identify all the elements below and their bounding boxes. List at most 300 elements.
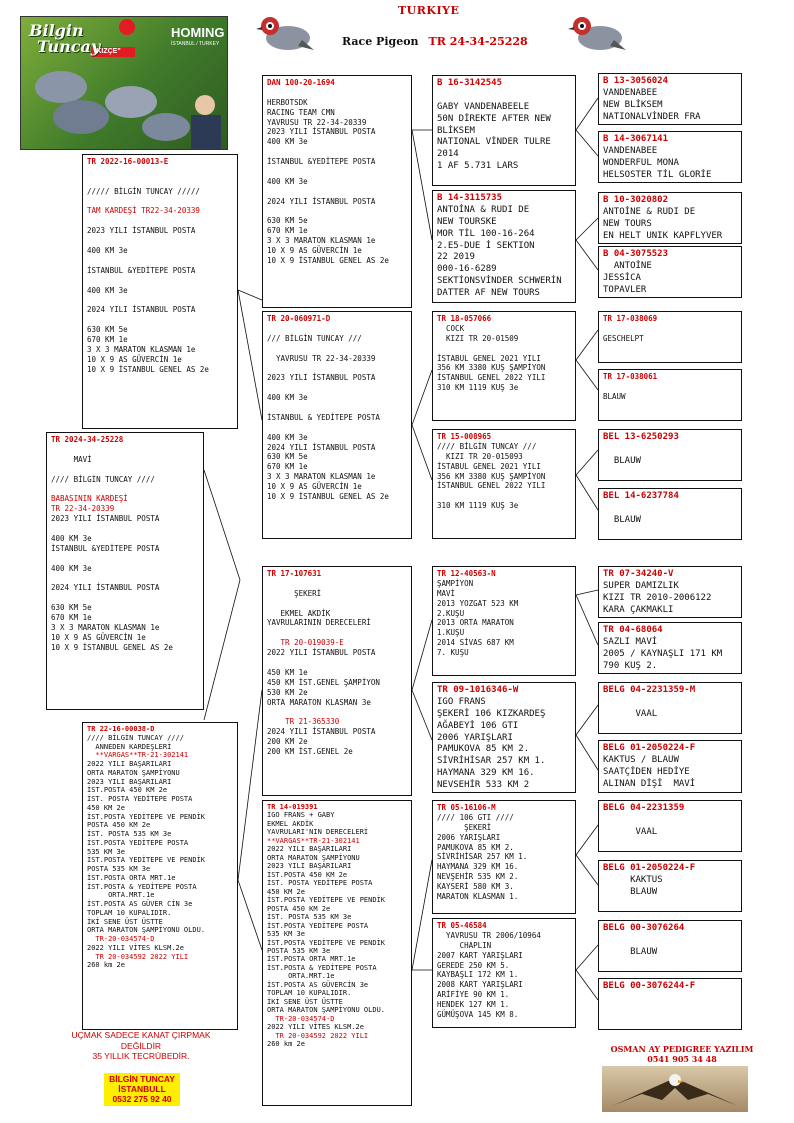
pedigree-line: ORTA MARATON ŞAMPİYONU OLDU. [87, 926, 206, 935]
pedigree-line: İSTANBUL & YEDİTEPE POSTA [267, 412, 380, 422]
ring-number: DAN 100-20-1694 [267, 78, 335, 87]
pedigree-line: 10 X 9 İSTANBUL GENEL AS 2e [267, 492, 389, 502]
pedigree-line [51, 524, 199, 534]
pedigree-line: İSTANBUL GENEL 2022 YILI [437, 373, 546, 383]
ring-number: B 14-3067141 [603, 134, 669, 144]
pedigree-line: GÜMÜŞOVA 145 KM 8. [437, 1010, 519, 1020]
pedigree-line: TR 20-034592 2022 YILI [267, 1031, 369, 1040]
ring-number: TR 2022-16-00013-E [87, 157, 169, 166]
pedigree-line: KAYBAŞLI 172 KM 1. [437, 970, 519, 980]
pedigree-line: 2013 YOZGAT 523 KM [437, 598, 519, 608]
pedigree-line: //// BİLGİN TUNCAY /// [437, 441, 537, 451]
pedigree-line [603, 324, 737, 334]
pedigree-line: 2014 [437, 149, 459, 160]
pedigree-line: TR-20-034574-D [267, 1014, 335, 1023]
banner-sub-text: İSTANBUL / TURKEY [171, 41, 220, 47]
pedigree-line: TR-20-034574-D [87, 935, 155, 943]
motto-note [56, 1030, 226, 1062]
gen5-box [598, 682, 742, 734]
pedigree-line: 10 X 9 AS GÜVERCİN 1e [267, 482, 362, 492]
pedigree-line: 3 X 3 MARATON KLASMAN 1e [267, 472, 376, 482]
pedigree-line [267, 707, 407, 717]
pedigree-line [437, 491, 571, 501]
pedigree-line: ŞEKERİ 106 KIZKARDEŞ [437, 708, 546, 719]
pedigree-line: /// BİLGİN TUNCAY /// [267, 333, 362, 343]
pedigree-line: İST. POSTA YEDİTEPE POSTA [267, 879, 373, 888]
pedigree-line: **VARGAS**TR-21-302141 [267, 836, 360, 845]
pedigree-line: HENDEK 127 KM 1. [437, 1000, 510, 1010]
pedigree-line [603, 503, 737, 515]
pedigree-line [267, 147, 407, 157]
pedigree-line: YAVRULARININ DERECELERİ [267, 618, 371, 628]
country-title: TURKIYE [398, 4, 460, 17]
pedigree-line: 356 KM 3380 KUŞ ŞAMPİYON [437, 471, 546, 481]
pedigree-line: NEVSEHİR 533 KM 2 [437, 780, 530, 790]
gen5-box [598, 429, 742, 481]
gen5-box [598, 978, 742, 1030]
pedigree-line: PAMUKOVA 85 KM 2. [437, 842, 514, 852]
ring-number: BELG 01-2050224-F [603, 863, 696, 873]
pedigree-line: 450 KM 1e [267, 667, 308, 677]
pedigree-line: 2024 YILI İSTANBUL POSTA [51, 583, 160, 593]
ring-number: BEL 13-6250293 [603, 432, 679, 442]
pedigree-line: İSTABUL GENEL 2021 YILI [437, 353, 541, 363]
pedigree-line: DATTER AF NEW TOURS [437, 288, 540, 298]
ring-number: BELG 04-2231359-M [603, 685, 696, 695]
pedigree-line: İST.POSTA YEDİTEPE VE PENDİK [87, 812, 206, 821]
pedigree-line: VANDENABEE [603, 145, 658, 156]
pedigree-line: 10 X 9 AS GÜVERCİN 1e [51, 632, 146, 642]
pedigree-line: GESCHELPT [603, 333, 644, 343]
pedigree-line: HERBOTSDK [267, 97, 308, 107]
gen5-box [598, 192, 742, 244]
pedigree-line: İSTANBUL &YEDİTEPE POSTA [51, 543, 160, 553]
pedigree-line: ŞEKERİ [267, 588, 322, 598]
pedigree-line: 3 X 3 MARATON KLASMAN 1e [51, 622, 160, 632]
pedigree-line: İST.POSTA YEDİTEPE POSTA [267, 921, 369, 930]
pedigree-line: TR 20-019039-E [267, 638, 344, 648]
pedigree-line [267, 207, 407, 217]
pedigree-line [87, 236, 233, 246]
sd-sire-box [432, 311, 576, 421]
ring-number: TR 20-060971-D [267, 314, 331, 323]
gen5-box [598, 860, 742, 912]
pedigree-line: İST.POSTA & YEDİTEPE POSTA [267, 963, 377, 972]
pedigree-line: 10 X 9 AS GÜVERCİN 1e [267, 246, 362, 256]
pedigree-line [267, 324, 407, 334]
pedigree-line: 3 X 3 MARATON KLASMAN 1e [267, 236, 376, 246]
motto-line-2: DEĞİLDİR [120, 1040, 162, 1051]
gen5-box [598, 566, 742, 618]
pedigree-line: ANTOİNA & RUDI DE [437, 204, 530, 215]
pedigree-line: 2024 YILI İSTANBUL POSTA [87, 305, 196, 315]
pedigree-line: GABY VANDENABEELE [437, 101, 530, 112]
pedigree-line: KIZI TR 2010-2006122 [603, 592, 712, 603]
ring-number: B 10-3020802 [603, 195, 669, 205]
pedigree-line: İST.POSTA 450 KM 2e [267, 870, 348, 879]
pedigree-line: 2013 ORTA MARATON [437, 618, 514, 628]
pedigree-line [437, 90, 571, 102]
pedigree-line: 260 km 2e [87, 961, 125, 970]
pedigree-line: ANTOİNE & RUDI DE [603, 206, 696, 217]
pedigree-line: 2023 YILI İSTANBUL POSTA [267, 127, 376, 137]
pedigree-line: 670 KM 1e [51, 613, 92, 623]
ss-dam-box [432, 190, 576, 303]
pedigree-line: 2.KUŞU [437, 608, 465, 618]
pedigree-line [267, 383, 407, 393]
pedigree-line: İKİ SENE ÜST ÜSTTE [267, 997, 343, 1006]
gen5-box [598, 131, 742, 183]
dam-box [82, 722, 238, 1030]
dd-sire-box [432, 800, 576, 914]
pedigree-line [267, 423, 407, 433]
pedigree-line: JESSİCA [603, 272, 641, 283]
pedigree-line: 670 KM 1e [267, 462, 308, 472]
pedigree-line: AĞABEYİ 106 GTI [437, 720, 519, 731]
pedigree-line: NEVŞEHİR 535 KM 2. [437, 872, 519, 882]
pedigree-line: ANNEDEN KARDEŞLERİ [87, 742, 172, 751]
ring-number: TR 17-038069 [603, 314, 658, 323]
pedigree-line: TOPAVLER [603, 284, 647, 295]
pedigree-line: İST.POSTA ORTA MRT.1e [267, 955, 356, 964]
sire-sire-box [262, 75, 412, 308]
pedigree-line: İST. POSTA 535 KM 3e [267, 913, 352, 922]
pedigree-line [87, 295, 233, 305]
pedigree-line [603, 444, 737, 456]
pedigree-line: 2006 YARIŞLARI [437, 732, 513, 743]
banner-badge: "KIZÇE" [93, 48, 121, 55]
pedigree-line: 630 KM 5e [87, 325, 128, 335]
pedigree-line: KIZI TR 20-01509 [437, 333, 519, 343]
ring-number: B 14-3115735 [437, 193, 503, 203]
pedigree-line: GEREDE 250 KM 5. [437, 960, 510, 970]
pedigree-line: 400 KM 3e [51, 533, 92, 543]
pedigree-line: ORTA.MRT.1e [267, 972, 335, 981]
ring-number: TR 07-34240-V [603, 569, 674, 579]
ring-number: BELG 00-3076264 [603, 923, 685, 933]
pedigree-line: PAMUKOVA 85 KM 2. [437, 744, 530, 755]
gen5-box [598, 800, 742, 852]
pedigree-line: 7. KUŞU [437, 648, 469, 658]
pedigree-line: YAVRUSU TR 22-34-20339 [267, 353, 376, 363]
pedigree-line: NEW BLİKSEM [603, 99, 663, 110]
pedigree-line: 400 KM 3e [267, 432, 308, 442]
pedigree-line: İST.POSTA YEDİTEPE VE PENDİK [267, 938, 386, 947]
pedigree-line: İST.POSTA & YEDİTEPE POSTA [87, 882, 197, 891]
pedigree-line: İST. POSTA YEDİTEPE POSTA [87, 795, 193, 803]
pedigree-line: ORTA.MRT.1e [87, 891, 155, 900]
sire-box [82, 154, 238, 429]
pedigree-line: 400 KM 3e [267, 176, 308, 186]
ring-number: TR 05-46584 [437, 921, 487, 930]
pedigree-line: İST.POSTA 450 KM 2e [87, 786, 168, 795]
pedigree-line [603, 815, 737, 827]
pedigree-line: 2008 KART YARIŞLARI [437, 980, 523, 990]
race-title [342, 35, 528, 48]
pedigree-line: BLAUW [603, 391, 626, 401]
pedigree-line: ŞEKERİ [437, 822, 492, 832]
pedigree-line: TR 20-034592 2022 YILI [87, 952, 189, 961]
pedigree-line: İST.POSTA AS GÜVER CİN 3e [87, 900, 193, 908]
pedigree-line: VAAL [603, 708, 658, 719]
pedigree-line: IGO FRANS [437, 696, 486, 707]
ring-number: BELG 04-2231359 [603, 803, 685, 813]
gen5-box [598, 246, 742, 298]
ring-number: TR 05-16106-M [437, 803, 496, 812]
gen5-box [598, 369, 742, 421]
banner-right-title: HOMING [171, 25, 225, 40]
pedigree-line: ORTA MARATON ŞAMPİYONU OLDU. [267, 1006, 386, 1015]
pedigree-line: SİVRİHİSAR 257 KM 1. [437, 852, 528, 862]
pedigree-line: MARATON KLASMAN 1. [437, 892, 519, 902]
pedigree-line: 400 KM 3e [87, 285, 128, 295]
pedigree-line: MAVİ [51, 454, 92, 464]
pedigree-line: 22 2019 [437, 252, 475, 263]
pedigree-line [51, 554, 199, 564]
pedigree-line: 630 KM 5e [267, 216, 308, 226]
gen5-box [598, 311, 742, 363]
ring-number: TR 2024-34-25228 [51, 435, 124, 444]
pedigree-line: SAZLI MAVİ [603, 636, 658, 647]
pedigree-line: 630 KM 5e [51, 603, 92, 613]
eagle-logo [602, 1066, 748, 1112]
ring-number: TR 04-68064 [603, 625, 663, 635]
ring-number: BELG 01-2050224-F [603, 743, 696, 753]
pedigree-line: POSTA 535 KM 3e [267, 946, 331, 955]
pedigree-line: 200 KM 2e [267, 737, 308, 747]
pedigree-line: 400 KM 3e [51, 563, 92, 573]
pedigree-line: BLİKSEM [437, 125, 475, 136]
pedigree-line [267, 167, 407, 177]
pedigree-line: 356 KM 3380 KUŞ ŞAMPİYON [437, 363, 546, 373]
pedigree-line: 2023 YILI BAŞARILARI [87, 777, 172, 786]
pedigree-line: KIZI TR 20-015093 [437, 451, 523, 461]
pedigree-line: 2022 YILI BAŞARILARI [267, 845, 352, 854]
pedigree-line: EKMEL AKDİK [267, 819, 314, 828]
pedigree-line: 2024 YILI İSTANBUL POSTA [267, 196, 376, 206]
pedigree-line: İST.POSTA YEDİTEPE VE PENDİK [267, 896, 386, 905]
pedigree-line: NATIONALVİNDER FRA [603, 111, 701, 122]
ring-number: TR 15-008965 [437, 432, 492, 441]
contact-name: BİLGİN TUNCAY [109, 1074, 175, 1084]
pedigree-line: NATIONAL VİNDER TULRE [437, 137, 551, 148]
pedigree-line: 2005 / KAYNAŞLI 171 KM [603, 648, 723, 659]
ring-number: TR 18-057066 [437, 314, 492, 323]
pedigree-line [267, 88, 407, 98]
pedigree-line [267, 344, 407, 354]
pedigree-line: ŞAMPİYON [437, 578, 474, 588]
gen5-box [598, 740, 742, 793]
pedigree-line: 310 KM 1119 KUŞ 3e [437, 501, 519, 511]
pedigree-line [267, 579, 407, 589]
pedigree-line: YAVRUSU TR 2006/10964 [437, 930, 541, 940]
pedigree-line: ANTOİNE [603, 260, 652, 271]
ring-number: TR 12-40563-N [437, 569, 496, 578]
pedigree-line [603, 935, 737, 947]
pedigree-line [51, 573, 199, 583]
pedigree-line: TR 21-365330 [267, 717, 340, 727]
pedigree-line: NEW TOURSKE [437, 216, 497, 227]
pedigree-line: 2023 YILI İSTANBUL POSTA [51, 514, 160, 524]
breeder-contact [104, 1073, 180, 1106]
pedigree-line: VANDENABEE [603, 87, 658, 98]
pedigree-line: SAATÇİDEN HEDİYE [603, 766, 690, 777]
pedigree-line: 2023 YILI BAŞARILARI [267, 862, 352, 871]
pedigree-line: TOPLAM 10 KUPALIDIR. [267, 989, 352, 998]
race-label: Race Pigeon [342, 35, 419, 48]
brand-line-2: Tuncay [37, 37, 101, 56]
pedigree-line: İSTANBUL &YEDİTEPE POSTA [87, 265, 196, 275]
designer-phone: 0541 905 34 48 [647, 1054, 717, 1065]
gen5-box [598, 920, 742, 972]
pedigree-line: 400 KM 3e [87, 246, 128, 256]
pedigree-line: TR 22-34-20339 [51, 504, 115, 514]
pedigree-line: KAKTUS / BLAUW [603, 754, 679, 765]
pedigree-line: RACING TEAM CMN [267, 107, 335, 117]
motto-line-1: UÇMAK SADECE KANAT ÇIRPMAK [71, 1030, 211, 1040]
gen5-box [598, 73, 742, 125]
pedigree-line: 2024 YILI İSTANBUL POSTA [267, 727, 376, 737]
pedigree-line: 2022 YILI BAŞARILARI [87, 760, 172, 768]
pedigree-line [51, 465, 199, 475]
pedigree-line: SUPER DAMIZLIK [603, 580, 679, 591]
pedigree-line: MOR TİL 100-16-264 [437, 228, 535, 239]
pedigree-line: KAYSERİ 580 KM 3. [437, 882, 514, 892]
pedigree-line: 10 X 9 AS GÜVERCİN 1e [87, 354, 182, 364]
ring-number: BEL 14-6237784 [603, 491, 679, 501]
gen5-box [598, 488, 742, 540]
gen5-box [598, 622, 742, 674]
pedigree-line: İSTANBUL &YEDİTEPE POSTA [267, 157, 376, 167]
pedigree-line [267, 599, 407, 609]
pedigree-line [87, 256, 233, 266]
pedigree-line: 400 KM 3e [267, 393, 308, 403]
pedigree-line: MAVİ [437, 588, 456, 598]
pedigree-line [87, 315, 233, 325]
pedigree-line: 000-16-6289 [437, 264, 497, 275]
pedigree-line: ORTA MARATON ŞAMPİYONU [87, 768, 180, 777]
pedigree-line: YAVRULARI'NIN DERECELERİ [267, 828, 369, 837]
pedigree-line: İKİ SENE ÜST ÜSTTE [87, 917, 163, 926]
ring-number: TR 14-019391 [267, 803, 318, 811]
pedigree-line: 535 KM 3e [267, 930, 305, 939]
pedigree-line: 10 X 9 İSTANBUL GENEL AS 2e [87, 364, 209, 374]
designer-name: OSMAN AY PEDIGREE YAZILIM [610, 1044, 754, 1054]
pedigree-line [87, 216, 233, 226]
pedigree-line: BLAUW [603, 886, 658, 897]
brand-line-1: Bilgin [29, 21, 84, 40]
pigeon-logo-icon [566, 10, 628, 56]
pedigree-line: EKMEL AKDİK [267, 608, 331, 618]
ring-number: TR 09-1016346-W [437, 685, 519, 695]
pedigree-line: SEKTİONSVİNDER SCHWERİN [437, 276, 562, 287]
pedigree-line: ALINAN DİŞİ MAVİ [603, 778, 696, 789]
pedigree-line: **VARGAS**TR-21-302141 [87, 751, 189, 760]
ring-number: BELG 00-3076244-F [603, 981, 696, 991]
pigeon-logo-icon [254, 10, 316, 56]
pedigree-line [51, 593, 199, 603]
pedigree-line [603, 697, 737, 709]
pedigree-line: //// 106 GTI //// [437, 812, 514, 822]
pedigree-line: İSTANBUL GENEL 2022 YILI [437, 481, 546, 491]
pedigree-line [87, 177, 233, 187]
ring-number: TR 17-107631 [267, 569, 322, 578]
pedigree-line: 2023 YILI İSTANBUL POSTA [87, 226, 196, 236]
pedigree-line: 2024 YILI İSTANBUL POSTA [267, 442, 376, 452]
ss-sire-box [432, 75, 576, 186]
pedigree-line: POSTA 450 KM 2e [87, 821, 151, 830]
pedigree-line: İSTABUL GENEL 2021 YILI [437, 461, 541, 471]
sd-dam-box [432, 429, 576, 539]
pedigree-line: BLAUW [603, 946, 658, 957]
pedigree-line: 670 KM 1e [87, 335, 128, 345]
pedigree-line: 450 KM 2e [267, 887, 305, 896]
pedigree-line [87, 197, 233, 207]
pedigree-line: 400 KM 3e [267, 137, 308, 147]
pedigree-line: VAAL [603, 826, 658, 837]
pedigree-line: İST. POSTA 535 KM 3e [87, 830, 172, 838]
pedigree-line: EN HELT UNIK KAPFLYVER [603, 230, 723, 241]
pedigree-line: COCK [437, 323, 465, 333]
race-id: TR 24-34-25228 [428, 35, 528, 48]
pedigree-line: 2006 YARIŞLARI [437, 832, 501, 842]
pedigree-line: 2022 YILI VİTES KLSM.2e [87, 943, 184, 952]
pedigree-line: TAM KARDEŞİ TR22-34-20339 [87, 206, 200, 216]
pedigree-line: KARA ÇAKMAKLI [603, 604, 674, 615]
pedigree-line: 10 X 9 İSTANBUL GENEL AS 2e [267, 256, 389, 266]
ring-number: B 13-3056024 [603, 76, 669, 86]
pedigree-line: //// BİLGİN TUNCAY //// [87, 733, 184, 742]
dd-dam-box [432, 918, 576, 1028]
pedigree-line: 2023 YILI İSTANBUL POSTA [267, 373, 376, 383]
pedigree-line: 1.KUŞU [437, 628, 465, 638]
pedigree-line [267, 628, 407, 638]
eagle-icon [602, 1066, 748, 1112]
pedigree-line [87, 167, 233, 177]
pedigree-line: //// BİLGİN TUNCAY //// [51, 474, 155, 484]
pedigree-line: 790 KUŞ 2. [603, 660, 658, 671]
pedigree-line: HAYMANA 329 KM 16. [437, 768, 535, 779]
pedigree-line: 450 KM İST.GENEL ŞAMPİYON [267, 677, 380, 687]
ring-number: TR 17-038061 [603, 372, 658, 381]
pedigree-line: HELSOSTER TİL GLORİE [603, 169, 712, 180]
pedigree-line [51, 445, 199, 455]
sire-dam-box [262, 311, 412, 539]
pedigree-line: İST.POSTA YEDİTEPE POSTA [87, 838, 189, 847]
pedigree-line: 2.E5-DUE İ SEKTION [437, 240, 535, 251]
pedigree-subject-box [46, 432, 204, 710]
pedigree-line: İGO FRANS + GABY [267, 811, 335, 820]
pedigree-line: 260 km 2e [267, 1040, 305, 1049]
pedigree-line: POSTA 535 KM 3e [87, 865, 151, 873]
pedigree-line [437, 344, 571, 354]
pedigree-line [51, 484, 199, 494]
pedigree-line: CHAPLIN [437, 940, 492, 950]
pedigree-line [87, 276, 233, 286]
pedigree-line: 530 KM 2e [267, 687, 308, 697]
pedigree-line: İST.POSTA ORTA MRT.1e [87, 873, 176, 882]
pedigree-line: 2022 YILI İSTANBUL POSTA [267, 648, 376, 658]
pedigree-line: 535 KM 3e [87, 847, 125, 856]
pedigree-line: 670 KM 1e [267, 226, 308, 236]
pedigree-line [603, 382, 737, 392]
pedigree-line: SİVRİHİSAR 257 KM 1. [437, 756, 546, 767]
breeder-banner [20, 16, 228, 150]
pigeon-photo-icon [35, 71, 87, 103]
pedigree-line: ORTA MARATON KLASMAN 3e [267, 697, 371, 707]
pedigree-line: 3 X 3 MARATON KLASMAN 1e [87, 344, 196, 354]
pedigree-line: 1 AF 5.731 LARS [437, 161, 519, 172]
